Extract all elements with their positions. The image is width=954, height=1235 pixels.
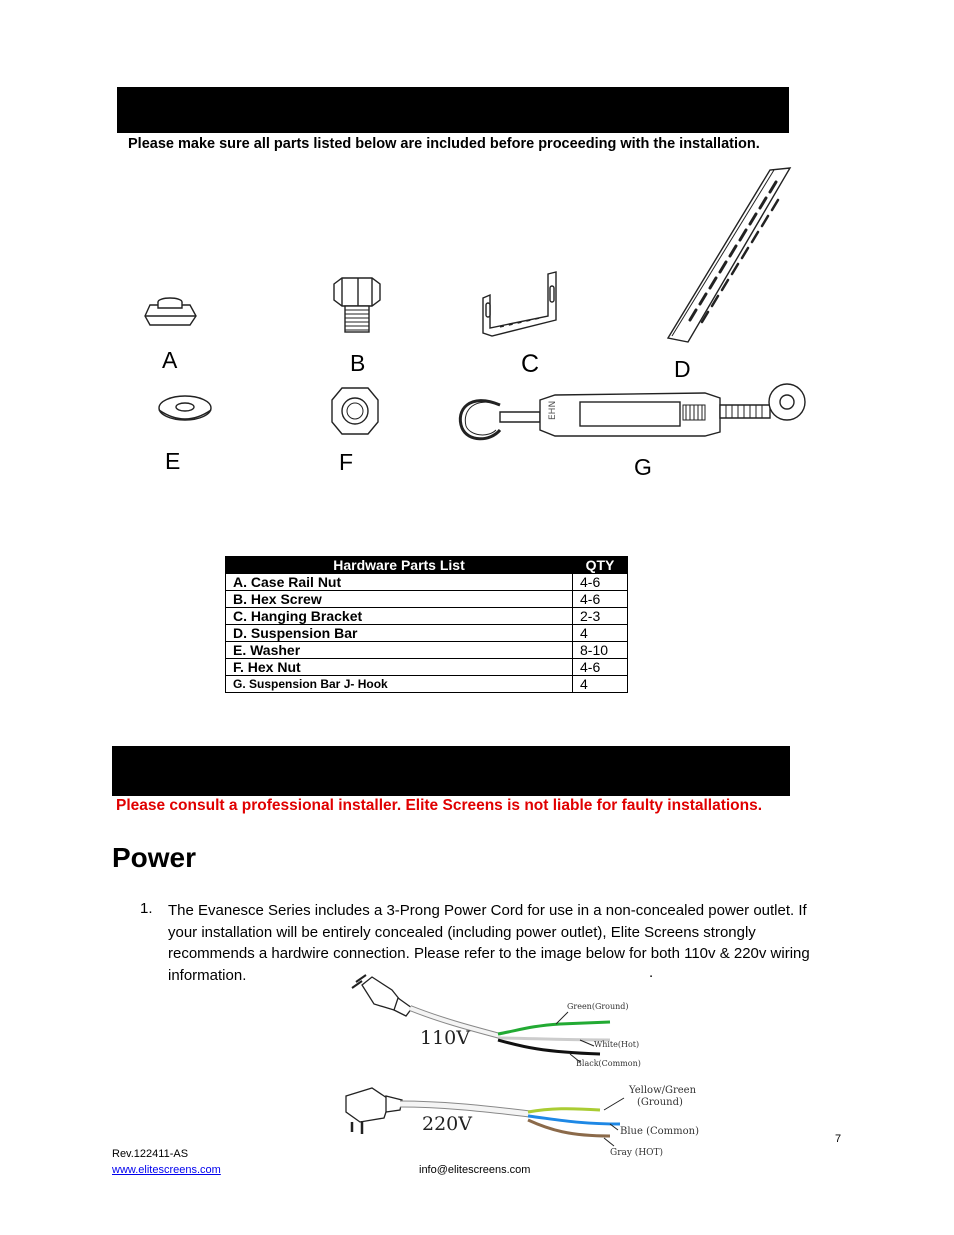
list-item-number: 1. bbox=[140, 900, 153, 917]
wire-label-white-hot: White(Hot) bbox=[594, 1040, 640, 1049]
case-rail-nut-drawing bbox=[145, 298, 196, 325]
table-header-qty: QTY bbox=[573, 557, 628, 574]
svg-text:EHN: EHN bbox=[548, 400, 558, 420]
part-qty: 4 bbox=[573, 625, 628, 642]
arrows-220v bbox=[604, 1098, 624, 1146]
wires-110v bbox=[498, 1022, 610, 1054]
wire-label-ground: (Ground) bbox=[637, 1097, 683, 1108]
hardware-parts-table bbox=[225, 556, 628, 693]
plug-220v-drawing bbox=[346, 1088, 530, 1134]
table-row bbox=[226, 642, 628, 659]
part-qty: 4-6 bbox=[573, 659, 628, 676]
table-row bbox=[226, 625, 628, 642]
power-instructions: The Evanesce Series includes a 3-Prong Power Cord for use in a non-concealed power outlet. If your installation will be entirely concealed (including power outlet), Elite Screens strongly recommends a hardwire connection. Please refer to the image below for both 110v & 220v wiring information. bbox=[168, 902, 810, 984]
wire-label-gray-hot: Gray (HOT) bbox=[610, 1148, 664, 1158]
trailing-period: . bbox=[649, 964, 654, 981]
turnbuckle-drawing bbox=[460, 384, 805, 439]
part-letter-b: B bbox=[350, 350, 366, 376]
contact-email: info@elitescreens.com bbox=[419, 1164, 531, 1176]
wire-label-green-ground: Green(Ground) bbox=[567, 1002, 629, 1011]
part-name: C. Hanging Bracket bbox=[226, 608, 573, 625]
part-qty: 4-6 bbox=[573, 574, 628, 591]
wire-label-blue-common: Blue (Common) bbox=[620, 1126, 699, 1137]
hex-screw-drawing bbox=[334, 278, 380, 332]
website-link-wrapper bbox=[112, 1164, 221, 1176]
table-row bbox=[226, 591, 628, 608]
part-name: B. Hex Screw bbox=[226, 591, 573, 608]
install-header-bar bbox=[112, 746, 790, 796]
page-number: 7 bbox=[835, 1133, 842, 1145]
table-row bbox=[226, 574, 628, 591]
suspension-bar-drawing bbox=[668, 168, 790, 342]
installer-warning: Please consult a professional installer. Elite Screens is not liable for faulty installations. bbox=[116, 797, 763, 814]
part-letter-g: G bbox=[634, 454, 652, 480]
table-header-name: Hardware Parts List bbox=[226, 557, 573, 574]
revision-code: Rev.122411-AS bbox=[112, 1148, 189, 1160]
wires-220v bbox=[528, 1109, 620, 1136]
label-110v: 110V bbox=[420, 1027, 470, 1049]
table-header-row bbox=[226, 557, 628, 574]
part-qty: 4 bbox=[573, 676, 628, 693]
washer-drawing bbox=[159, 396, 211, 420]
part-letter-c: C bbox=[521, 350, 540, 378]
hardware-parts-illustration bbox=[0, 0, 954, 500]
part-letter-d: D bbox=[674, 356, 691, 382]
table-row bbox=[226, 608, 628, 625]
table-row bbox=[226, 659, 628, 676]
hanging-bracket-drawing bbox=[483, 272, 556, 336]
label-220v: 220V bbox=[422, 1113, 472, 1135]
table-row bbox=[226, 676, 628, 693]
part-qty: 4-6 bbox=[573, 591, 628, 608]
parts-notice: Please make sure all parts listed below are included before proceeding with the installation. bbox=[128, 136, 760, 152]
part-name: A. Case Rail Nut bbox=[226, 574, 573, 591]
part-qty: 8-10 bbox=[573, 642, 628, 659]
power-heading: Power bbox=[112, 842, 197, 873]
part-name: G. Suspension Bar J- Hook bbox=[226, 676, 573, 693]
wire-label-yellow-green: Yellow/Green bbox=[629, 1085, 697, 1096]
wire-label-black-common: Black(Common) bbox=[576, 1059, 641, 1068]
part-letter-f: F bbox=[339, 449, 354, 475]
website-link[interactable]: www.elitescreens.com bbox=[112, 1164, 221, 1176]
arrows-110v bbox=[556, 1012, 594, 1062]
part-qty: 2-3 bbox=[573, 608, 628, 625]
part-name: E. Washer bbox=[226, 642, 573, 659]
part-name: F. Hex Nut bbox=[226, 659, 573, 676]
part-letter-e: E bbox=[165, 448, 181, 474]
part-name: D. Suspension Bar bbox=[226, 625, 573, 642]
hex-nut-drawing bbox=[332, 388, 378, 434]
part-letter-a: A bbox=[162, 347, 178, 373]
